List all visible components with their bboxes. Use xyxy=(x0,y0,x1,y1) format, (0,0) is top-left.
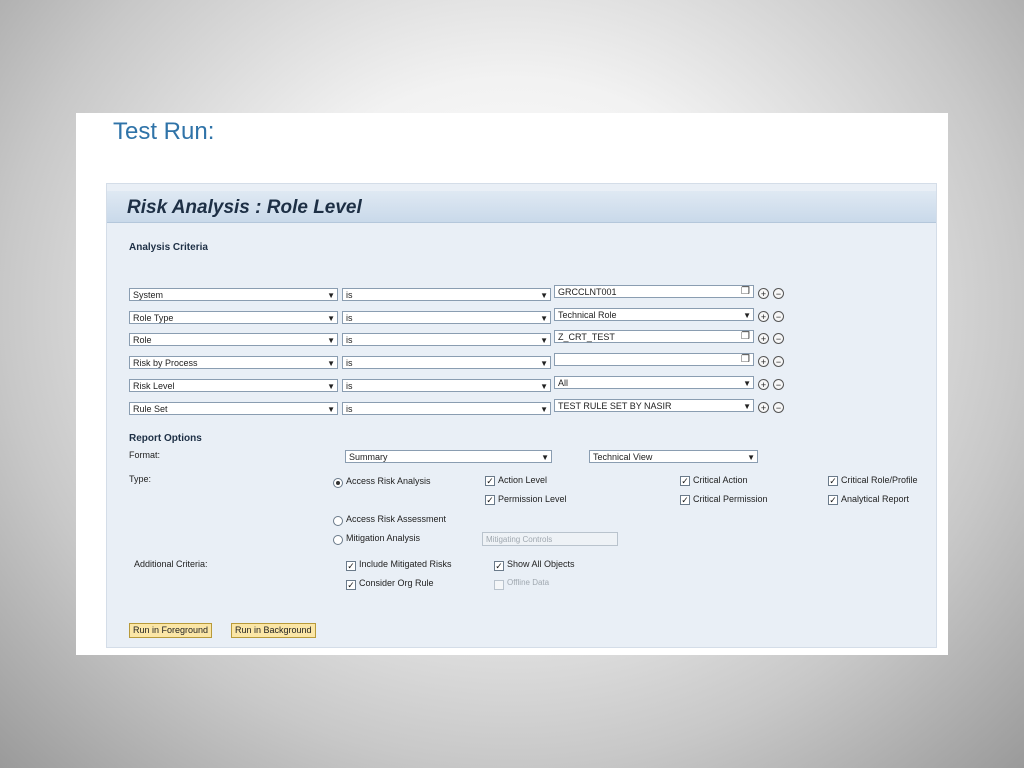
chevron-down-icon: ▼ xyxy=(327,382,335,391)
criteria-field-value: Risk by Process xyxy=(133,358,198,368)
type-label: Type: xyxy=(129,474,152,484)
criteria-value-input[interactable] xyxy=(554,285,754,298)
plus-icon: + xyxy=(760,334,767,344)
chevron-down-icon: ▼ xyxy=(743,379,751,388)
criteria-operator-select[interactable] xyxy=(342,379,551,392)
run-in-background-button[interactable]: Run in Background xyxy=(231,623,316,638)
criteria-field-select[interactable] xyxy=(129,356,338,369)
minus-icon: − xyxy=(775,312,782,322)
criteria-operator-value: is xyxy=(346,335,353,345)
add-criteria-button[interactable] xyxy=(758,288,769,299)
chevron-down-icon: ▼ xyxy=(327,314,335,323)
chevron-down-icon: ▼ xyxy=(327,359,335,368)
chevron-down-icon: ▼ xyxy=(327,405,335,414)
chevron-down-icon: ▼ xyxy=(327,291,335,300)
criteria-operator-select[interactable] xyxy=(342,402,551,415)
plus-icon: + xyxy=(760,357,767,367)
criteria-field-value: System xyxy=(133,290,164,300)
minus-icon: − xyxy=(775,403,782,413)
action-level-label: Action Level xyxy=(498,475,548,485)
chevron-down-icon: ▼ xyxy=(743,402,751,411)
additional-criteria-label: Additional Criteria: xyxy=(134,559,208,569)
access-risk-analysis-radio[interactable] xyxy=(333,478,343,488)
criteria-value-text: Z_CRT_TEST xyxy=(558,332,615,342)
access-risk-assessment-label: Access Risk Assessment xyxy=(346,514,447,524)
permission-level-checkbox[interactable]: ✓ xyxy=(486,495,494,505)
minus-icon: − xyxy=(775,334,782,344)
criteria-value-input[interactable] xyxy=(554,376,754,389)
criteria-value-text: Technical Role xyxy=(558,310,617,320)
critical-role-profile-checkbox[interactable]: ✓ xyxy=(829,476,837,486)
remove-criteria-button[interactable] xyxy=(773,288,784,299)
chevron-down-icon: ▼ xyxy=(540,291,548,300)
format-label: Format: xyxy=(129,450,161,460)
criteria-field-value: Rule Set xyxy=(133,404,168,414)
remove-criteria-button[interactable] xyxy=(773,379,784,390)
offline-data-checkbox[interactable] xyxy=(494,580,504,590)
criteria-operator-select[interactable] xyxy=(342,288,551,301)
criteria-operator-select[interactable] xyxy=(342,333,551,346)
criteria-field-value: Risk Level xyxy=(133,381,175,391)
offline-data-label: Offline Data xyxy=(507,578,550,587)
criteria-value-text: All xyxy=(558,378,569,388)
analysis-criteria-heading: Analysis Criteria xyxy=(129,242,208,253)
mitigating-controls-placeholder: Mitigating Controls xyxy=(486,535,553,544)
minus-icon: − xyxy=(775,357,782,367)
minus-icon: − xyxy=(775,380,782,390)
report-options-heading: Report Options xyxy=(129,433,202,444)
chevron-down-icon: ▼ xyxy=(540,336,548,345)
criteria-value-text: TEST RULE SET BY NASIR xyxy=(558,401,672,411)
criteria-field-select[interactable] xyxy=(129,379,338,392)
include-mitigated-risks-label: Include Mitigated Risks xyxy=(359,559,452,569)
add-criteria-button[interactable] xyxy=(758,311,769,322)
permission-level-label: Permission Level xyxy=(498,494,567,504)
remove-criteria-button[interactable] xyxy=(773,402,784,413)
include-mitigated-risks-checkbox[interactable]: ✓ xyxy=(347,561,355,571)
chevron-down-icon: ▼ xyxy=(747,453,755,462)
copy-icon: ❐ xyxy=(741,286,750,297)
add-criteria-button[interactable] xyxy=(758,356,769,367)
analytical-report-label: Analytical Report xyxy=(841,494,910,504)
chevron-down-icon: ▼ xyxy=(540,314,548,323)
criteria-field-value: Role Type xyxy=(133,313,174,323)
run-in-foreground-button[interactable]: Run in Foreground xyxy=(129,623,212,638)
format-select[interactable] xyxy=(345,450,552,463)
criteria-field-select[interactable] xyxy=(129,288,338,301)
slide xyxy=(76,113,948,655)
criteria-field-select[interactable] xyxy=(129,311,338,324)
plus-icon: + xyxy=(760,403,767,413)
criteria-value-input[interactable] xyxy=(554,308,754,321)
page-title: Risk Analysis : Role Level xyxy=(127,197,362,218)
plus-icon: + xyxy=(760,312,767,322)
show-all-objects-checkbox[interactable]: ✓ xyxy=(495,561,503,571)
critical-action-label: Critical Action xyxy=(693,475,748,485)
copy-icon: ❐ xyxy=(741,354,750,365)
copy-icon: ❐ xyxy=(741,331,750,342)
consider-org-rule-label: Consider Org Rule xyxy=(359,578,434,588)
plus-icon: + xyxy=(760,380,767,390)
chevron-down-icon: ▼ xyxy=(743,311,751,320)
criteria-field-select[interactable] xyxy=(129,402,338,415)
critical-role-profile-label: Critical Role/Profile xyxy=(841,475,918,485)
show-all-objects-label: Show All Objects xyxy=(507,559,575,569)
remove-criteria-button[interactable] xyxy=(773,311,784,322)
plus-icon: + xyxy=(760,289,767,299)
consider-org-rule-checkbox[interactable]: ✓ xyxy=(347,580,355,590)
action-level-checkbox[interactable]: ✓ xyxy=(486,476,494,486)
criteria-value-input[interactable] xyxy=(554,399,754,412)
criteria-field-select[interactable] xyxy=(129,333,338,346)
view-select-value: Technical View xyxy=(593,452,653,462)
mitigating-controls-input[interactable] xyxy=(482,532,618,546)
criteria-operator-value: is xyxy=(346,381,353,391)
view-select[interactable] xyxy=(589,450,758,463)
mitigation-analysis-radio[interactable] xyxy=(333,535,343,545)
criteria-field-value: Role xyxy=(133,335,152,345)
chevron-down-icon: ▼ xyxy=(540,359,548,368)
critical-permission-checkbox[interactable]: ✓ xyxy=(681,495,689,505)
format-select-value: Summary xyxy=(349,452,388,462)
slide-title: Test Run: xyxy=(113,118,215,145)
panel-header xyxy=(107,191,936,223)
add-criteria-button[interactable] xyxy=(758,402,769,413)
criteria-operator-value: is xyxy=(346,290,353,300)
critical-action-checkbox[interactable]: ✓ xyxy=(681,476,689,486)
criteria-operator-value: is xyxy=(346,404,353,414)
remove-criteria-button[interactable] xyxy=(773,356,784,367)
risk-analysis-panel xyxy=(106,183,937,648)
access-risk-analysis-label: Access Risk Analysis xyxy=(346,476,431,486)
add-criteria-button[interactable] xyxy=(758,379,769,390)
chevron-down-icon: ▼ xyxy=(540,405,548,414)
critical-permission-label: Critical Permission xyxy=(693,494,768,504)
analytical-report-checkbox[interactable]: ✓ xyxy=(829,495,837,505)
remove-criteria-button[interactable] xyxy=(773,333,784,344)
criteria-operator-select[interactable] xyxy=(342,356,551,369)
chevron-down-icon: ▼ xyxy=(540,382,548,391)
chevron-down-icon: ▼ xyxy=(327,336,335,345)
criteria-operator-select[interactable] xyxy=(342,311,551,324)
criteria-value-input[interactable] xyxy=(554,330,754,343)
access-risk-assessment-radio[interactable] xyxy=(333,516,343,526)
criteria-operator-value: is xyxy=(346,358,353,368)
mitigation-analysis-label: Mitigation Analysis xyxy=(346,533,421,543)
criteria-value-input[interactable] xyxy=(554,353,754,366)
criteria-operator-value: is xyxy=(346,313,353,323)
minus-icon: − xyxy=(775,289,782,299)
criteria-value-text: GRCCLNT001 xyxy=(558,287,617,297)
add-criteria-button[interactable] xyxy=(758,333,769,344)
chevron-down-icon: ▼ xyxy=(541,453,549,462)
